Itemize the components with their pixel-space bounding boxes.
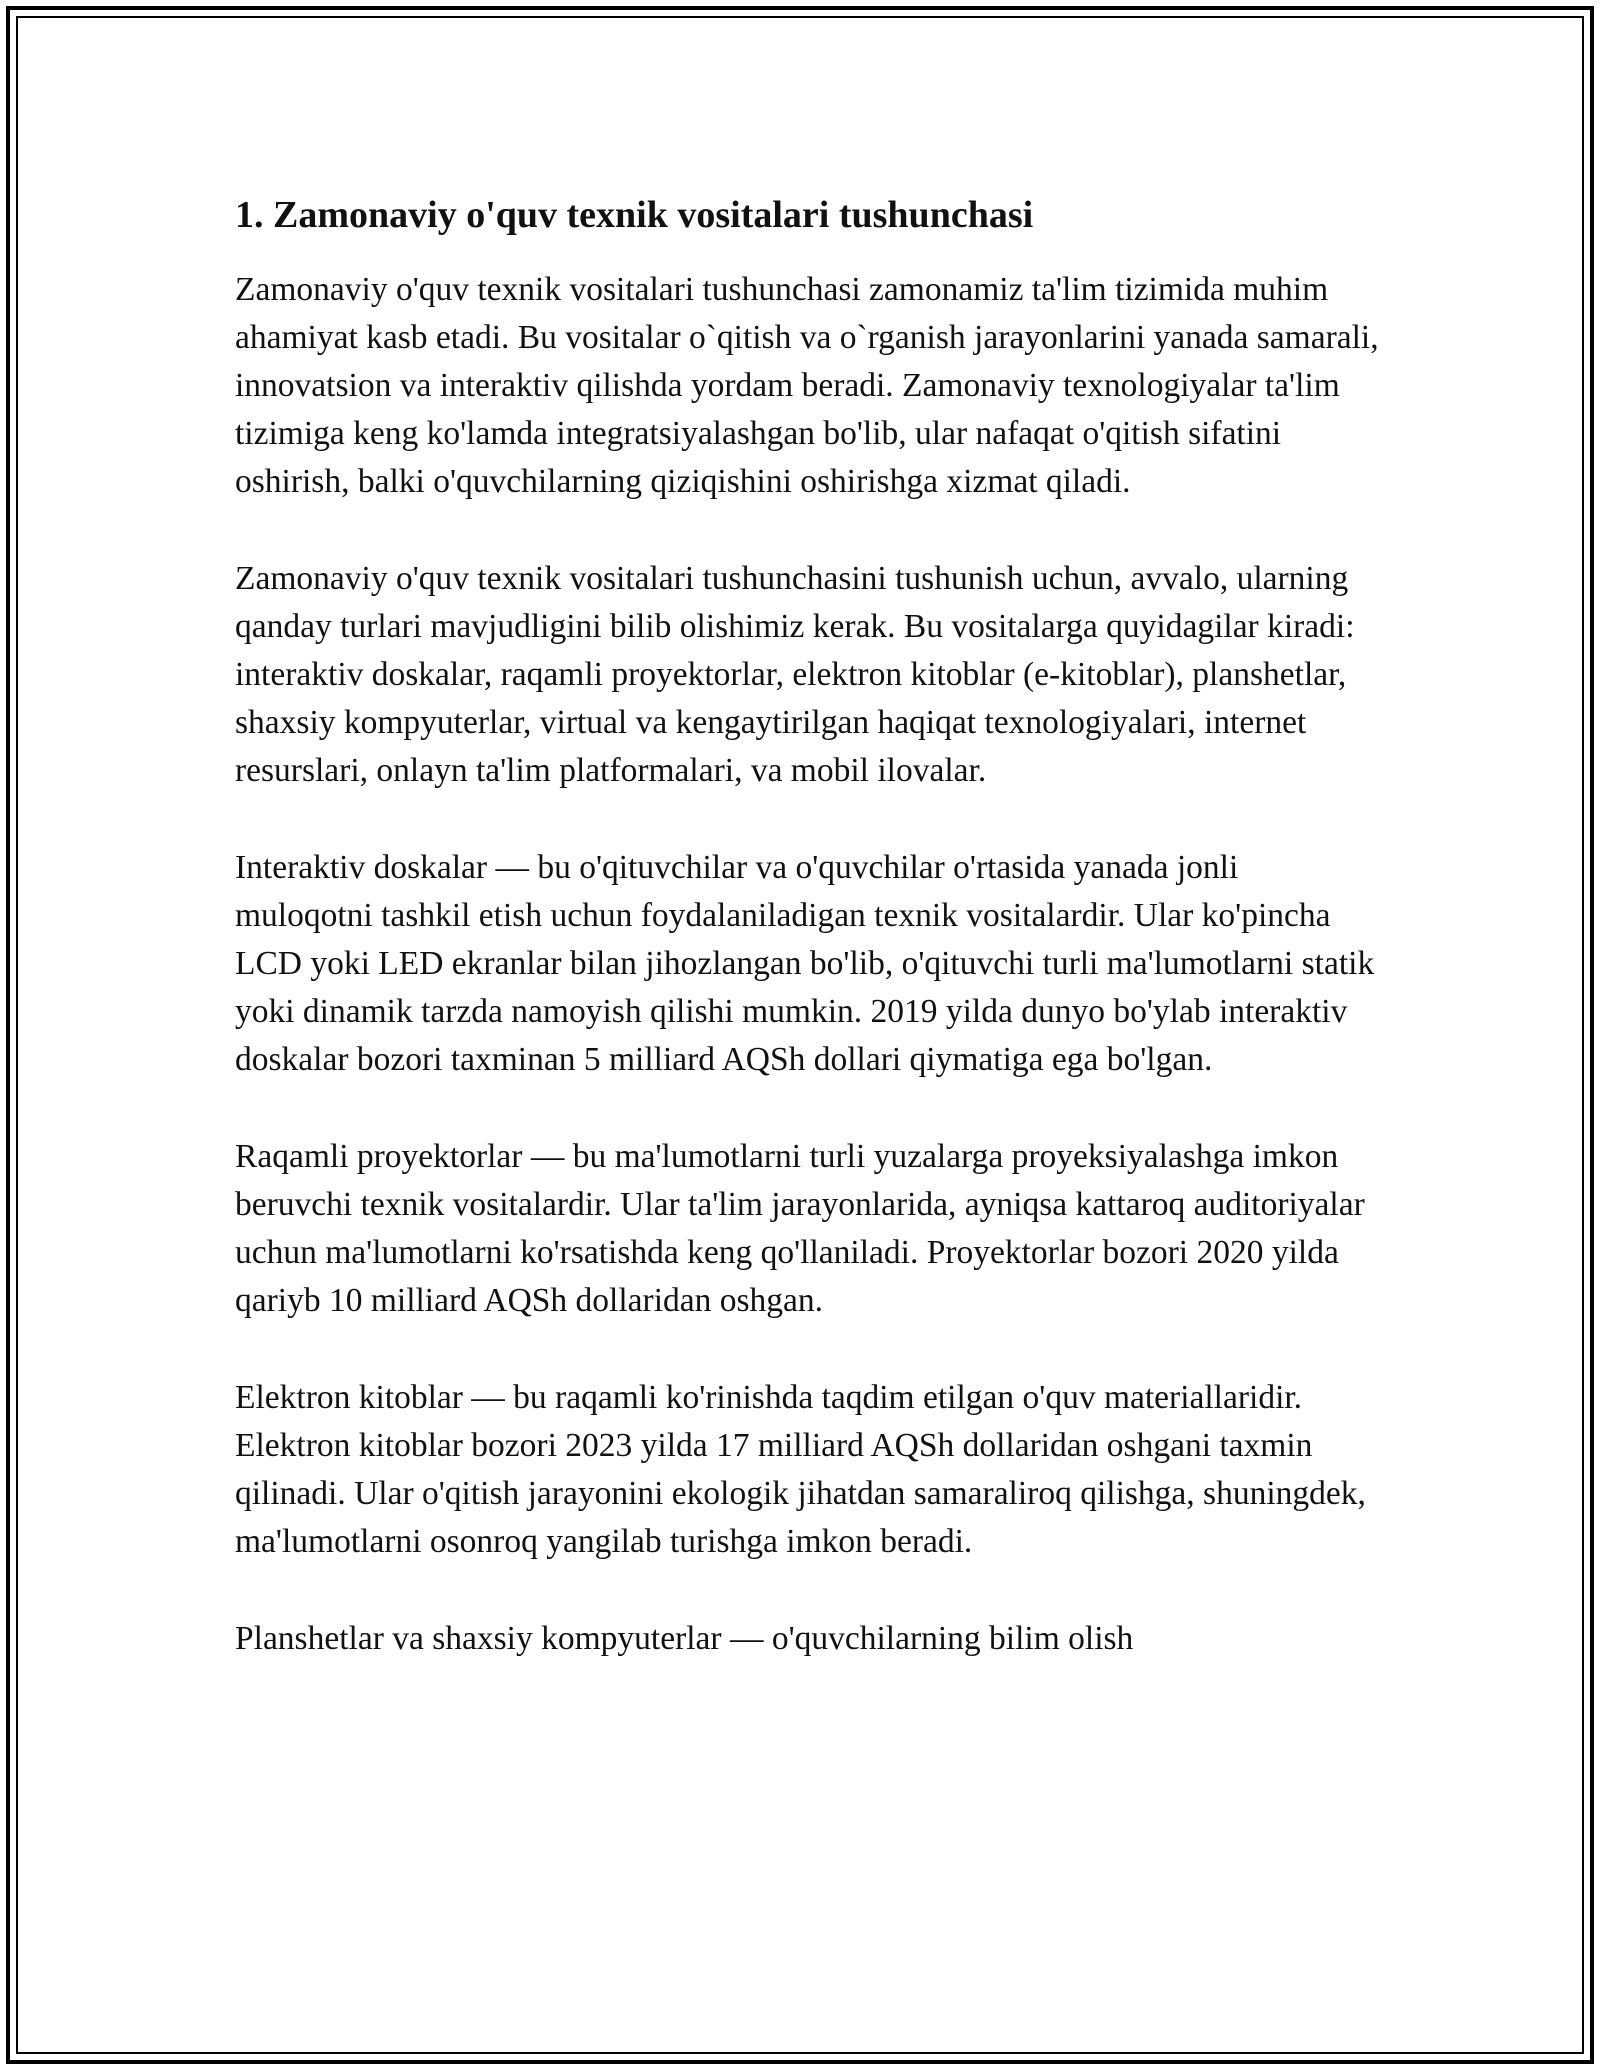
paragraph-definition: Zamonaviy o'quv texnik vositalari tushunchasi zamonamiz ta'lim tizimida muhim ahamiyat kasb etadi. Bu vositalar o`qitish va o`rganish jarayonlarini yanada samarali, innovatsion va interaktiv qilishda yordam beradi. Zamonaviy texnologiyalar ta'lim tizimiga keng ko'lamda integratsiyalashgan bo'lib, ular nafaqat o'qitish sifatini oshirish, balki o'quvchilarning qiziqishini oshirishga xizmat qiladi. xyxy=(235,271,1379,500)
document-body xyxy=(235,188,1380,1712)
section-heading: 1. Zamonaviy o'quv texnik vositalari tushunchasi xyxy=(235,194,1034,236)
paragraph-tablets-computers: Planshetlar va shaxsiy kompyuterlar — o'quvchilarning bilim olish xyxy=(235,1620,1134,1657)
paragraph-digital-projectors: Raqamli proyektorlar — bu ma'lumotlarni turli yuzalarga proyeksiyalashga imkon beruvchi texnik vositalardir. Ular ta'lim jarayonlarida, ayniqsa kattaroq auditoriyalar uchun ma'lumotlarni ko'rsatishda keng qo'llaniladi. Proyektorlar bozori 2020 yilda qariyb 10 milliard AQSh dollaridan oshgan. xyxy=(235,1138,1365,1319)
paragraph-e-books: Elektron kitoblar — bu raqamli ko'rinishda taqdim etilgan o'quv materiallaridir. Elektron kitoblar bozori 2023 yilda 17 milliard AQSh dollaridan oshgani taxmin qilinadi. Ular o'qitish jarayonini ekologik jihatdan samaraliroq qilishga, shuningdek, ma'lumotlarni osonroq yangilab turishga imkon beradi. xyxy=(235,1379,1366,1560)
paragraph-types: Zamonaviy o'quv texnik vositalari tushunchasini tushunish uchun, avvalo, ularning qanday turlari mavjudligini bilib olishimiz kerak. Bu vositalarga quyidagilar kiradi: interaktiv doskalar, raqamli proyektorlar, elektron kitoblar (e-kitoblar), planshetlar, shaxsiy kompyuterlar, virtual va kengaytirilgan haqiqat texnologiyalari, internet resurslari, onlayn ta'lim platformalari, va mobil ilovalar. xyxy=(235,560,1355,789)
paragraph-interactive-boards: Interaktiv doskalar — bu o'qituvchilar va o'quvchilar o'rtasida yanada jonli muloqotni tashkil etish uchun foydalaniladigan texnik vositalardir. Ular ko'pincha LCD yoki LED ekranlar bilan jihozlangan bo'lib, o'qituvchi turli ma'lumotlarni statik yoki dinamik tarzda namoyish qilishi mumkin. 2019 yilda dunyo bo'ylab interaktiv doskalar bozori taxminan 5 milliard AQSh dollari qiymatiga ega bo'lgan. xyxy=(235,849,1375,1078)
